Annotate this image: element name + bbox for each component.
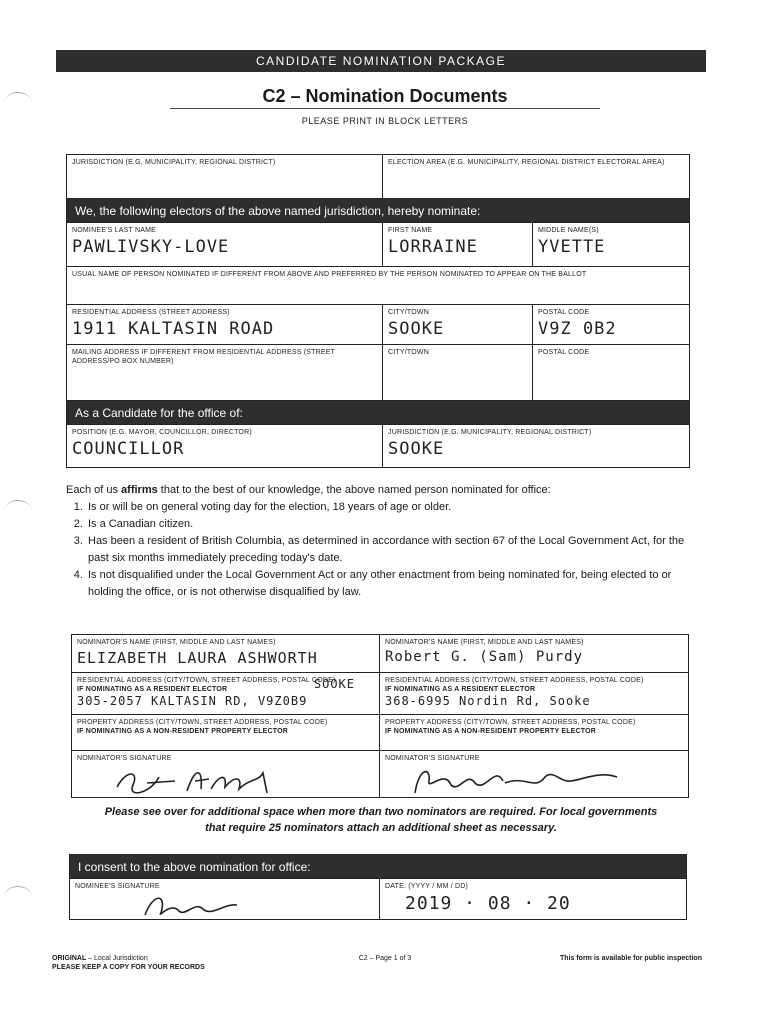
nominator-name-label: NOMINATOR'S NAME (FIRST, MIDDLE AND LAST NAMES) (77, 639, 276, 646)
footer-original-bold: ORIGINAL (52, 955, 87, 962)
candidate-jurisdiction-field[interactable] (383, 425, 689, 467)
nominee-signature-label: NOMINEE'S SIGNATURE (75, 883, 160, 890)
residential-address-value: 1911 KALTASIN ROAD (72, 319, 275, 339)
non-resident-elector-label: IF NOMINATING AS A NON-RESIDENT PROPERTY ELECTOR (77, 728, 289, 735)
non-resident-elector-label: IF NOMINATING AS A NON-RESIDENT PROPERTY ELECTOR (385, 728, 597, 735)
footer-keep-copy: PLEASE KEEP A COPY FOR YOUR RECORDS (52, 964, 205, 971)
residential-label: RESIDENTIAL ADDRESS (CITY/TOWN, STREET ADDRESS, POSTAL CODE) (77, 677, 336, 684)
affirmation-item: 2. Is a Canadian citizen. (86, 516, 696, 533)
postal-code-label: POSTAL CODE (538, 309, 590, 316)
election-area-field[interactable] (383, 155, 689, 198)
binder-hole-mark (4, 92, 32, 114)
consent-row (70, 879, 686, 919)
nominator-1-city-value: SOOKE (313, 677, 355, 691)
binder-hole-mark (4, 500, 32, 522)
signature-label: NOMINATOR'S SIGNATURE (77, 755, 172, 762)
mailing-address-field[interactable] (67, 345, 383, 400)
affirmation-item: 3. Has been a resident of British Columbia, as determined in accordance with section 67 of the Local Government Act, for the past six months immediately preceding today's date. (86, 533, 696, 567)
mailing-city-field[interactable] (383, 345, 533, 400)
nominator-1-signature (77, 763, 357, 797)
nominator-signature-row (72, 751, 688, 797)
postal-code-value: V9Z 0B2 (538, 319, 617, 339)
affirmation-intro (66, 482, 696, 499)
affirmation-intro-bold: affirms (121, 484, 158, 496)
first-name-field[interactable] (383, 223, 533, 266)
affirmation-item: 1. Is or will be on general voting day for the election, 18 years of age or older. (86, 499, 696, 516)
binder-hole-mark (4, 886, 32, 908)
print-instruction: PLEASE PRINT IN BLOCK LETTERS (301, 116, 469, 126)
city-label: CITY/TOWN (388, 309, 429, 316)
candidate-section-header: As a Candidate for the office of: (67, 401, 689, 425)
additional-nominators-note (66, 804, 696, 836)
nominee-name-row (67, 223, 689, 267)
note-line-1: Please see over for additional space when more than two nominators are required. For local governments (104, 806, 658, 818)
nominator-2-name-field[interactable] (380, 635, 688, 672)
residential-address-row (67, 305, 689, 345)
postal-code-field[interactable] (533, 305, 689, 344)
date-label: DATE: (YYYY / MM / DD) (385, 883, 469, 890)
nominator-2-residential-field[interactable] (380, 673, 688, 714)
middle-name-label: MIDDLE NAME(S) (538, 227, 599, 234)
last-name-label: NOMINEE'S LAST NAME (72, 227, 156, 234)
nominator-1-residential-field[interactable] (72, 673, 380, 714)
first-name-value: LORRAINE (388, 237, 478, 257)
nominator-2-signature-field[interactable] (380, 751, 688, 797)
last-name-value: PAWLIVSKY-LOVE (72, 237, 230, 257)
nominators-table (71, 634, 689, 798)
footer-original-rest: – Local Jurisdiction (86, 955, 148, 962)
nominator-residential-row (72, 673, 688, 715)
nominate-section-header: We, the following electors of the above named jurisdiction, hereby nominate: (67, 199, 689, 223)
consent-section-header: I consent to the above nomination for office: (70, 855, 686, 879)
middle-name-field[interactable] (533, 223, 689, 266)
mailing-city-label: CITY/TOWN (388, 349, 429, 356)
date-value: 2019 · 08 · 20 (405, 893, 571, 914)
usual-name-row (67, 267, 689, 305)
mailing-postal-field[interactable] (533, 345, 689, 400)
consent-block (69, 854, 687, 920)
mailing-address-row (67, 345, 689, 401)
residential-address-label: RESIDENTIAL ADDRESS (STREET ADDRESS) (72, 309, 230, 316)
affirmation-intro-pre: Each of us (66, 484, 122, 496)
resident-elector-label: IF NOMINATING AS A RESIDENT ELECTOR (77, 686, 228, 693)
nominator-2-name-value: Robert G. (Sam) Purdy (385, 649, 584, 665)
affirmation-block (66, 482, 696, 601)
property-label: PROPERTY ADDRESS (CITY/TOWN, STREET ADDRESS, POSTAL CODE) (385, 719, 636, 726)
jurisdiction-label: JURISDICTION (E.G. MUNICIPALITY, REGIONAL DISTRICT) (72, 159, 276, 166)
document-title: C2 – Nomination Documents (262, 86, 508, 106)
residential-label: RESIDENTIAL ADDRESS (CITY/TOWN, STREET ADDRESS, POSTAL CODE) (385, 677, 644, 684)
position-value: COUNCILLOR (72, 439, 185, 459)
note-line-2: that require 25 nominators attach an additional sheet as necessary. (205, 822, 557, 834)
footer-public-inspection: This form is available for public inspection (560, 955, 702, 962)
last-name-field[interactable] (67, 223, 383, 266)
position-field[interactable] (67, 425, 383, 467)
affirmation-item: 4. Is not disqualified under the Local Government Act or any other enactment from being nominated for, being elected to or holding the office, or is not otherwise disqualified by law. (86, 567, 696, 601)
city-value: SOOKE (388, 319, 445, 339)
signature-label: NOMINATOR'S SIGNATURE (385, 755, 480, 762)
nominator-name-label: NOMINATOR'S NAME (FIRST, MIDDLE AND LAST NAMES) (385, 639, 584, 646)
title-divider (170, 108, 600, 109)
middle-name-value: YVETTE (538, 237, 606, 257)
candidate-jurisdiction-label: JURISDICTION (E.G. MUNICIPALITY, REGIONAL DISTRICT) (388, 429, 592, 436)
usual-name-label: USUAL NAME OF PERSON NOMINATED IF DIFFERENT FROM ABOVE AND PREFERRED BY THE PERSON NOMINATED TO APPEAR ON THE BALLOT (72, 271, 587, 278)
nominator-1-signature-field[interactable] (72, 751, 380, 797)
candidate-office-row (67, 425, 689, 467)
nominator-1-name-value: ELIZABETH LAURA ASHWORTH (77, 649, 318, 667)
affirmation-intro-post: that to the best of our knowledge, the above named person nominated for office: (157, 484, 551, 496)
nomination-form (66, 154, 690, 468)
nominator-2-property-field[interactable] (380, 715, 688, 750)
mailing-postal-label: POSTAL CODE (538, 349, 590, 356)
jurisdiction-row (67, 155, 689, 199)
resident-elector-label: IF NOMINATING AS A RESIDENT ELECTOR (385, 686, 536, 693)
residential-address-field[interactable] (67, 305, 383, 344)
nominator-name-row (72, 635, 688, 673)
nominee-signature (75, 891, 275, 919)
usual-name-field[interactable] (67, 267, 689, 304)
date-field[interactable] (380, 879, 686, 919)
position-label: POSITION (E.G. MAYOR, COUNCILLOR, DIRECTOR) (72, 429, 252, 436)
nominator-2-signature (385, 763, 665, 797)
nominator-1-address-value: 305-2057 KALTASIN RD, V9Z0B9 (77, 694, 308, 708)
first-name-label: FIRST NAME (388, 227, 433, 234)
mailing-address-label: MAILING ADDRESS IF DIFFERENT FROM RESIDENTIAL ADDRESS (STREET ADDRESS/PO BOX NUMBER) (72, 349, 335, 365)
nominator-property-row (72, 715, 688, 751)
candidate-jurisdiction-value: SOOKE (388, 439, 445, 459)
footer-page-number: C2 – Page 1 of 3 (358, 955, 412, 962)
nominator-2-address-value: 368-6995 Nordin Rd, Sooke (385, 694, 591, 708)
election-area-label: ELECTION AREA (E.G. MUNICIPALITY, REGIONAL DISTRICT ELECTORAL AREA) (388, 159, 665, 166)
property-label: PROPERTY ADDRESS (CITY/TOWN, STREET ADDRESS, POSTAL CODE) (77, 719, 328, 726)
affirmation-list (66, 499, 696, 601)
nominator-1-name-field[interactable] (72, 635, 380, 672)
nominee-signature-field[interactable] (70, 879, 380, 919)
package-header-band: CANDIDATE NOMINATION PACKAGE (56, 50, 706, 72)
nominator-1-property-field[interactable] (72, 715, 380, 750)
city-field[interactable] (383, 305, 533, 344)
jurisdiction-field[interactable] (67, 155, 383, 198)
